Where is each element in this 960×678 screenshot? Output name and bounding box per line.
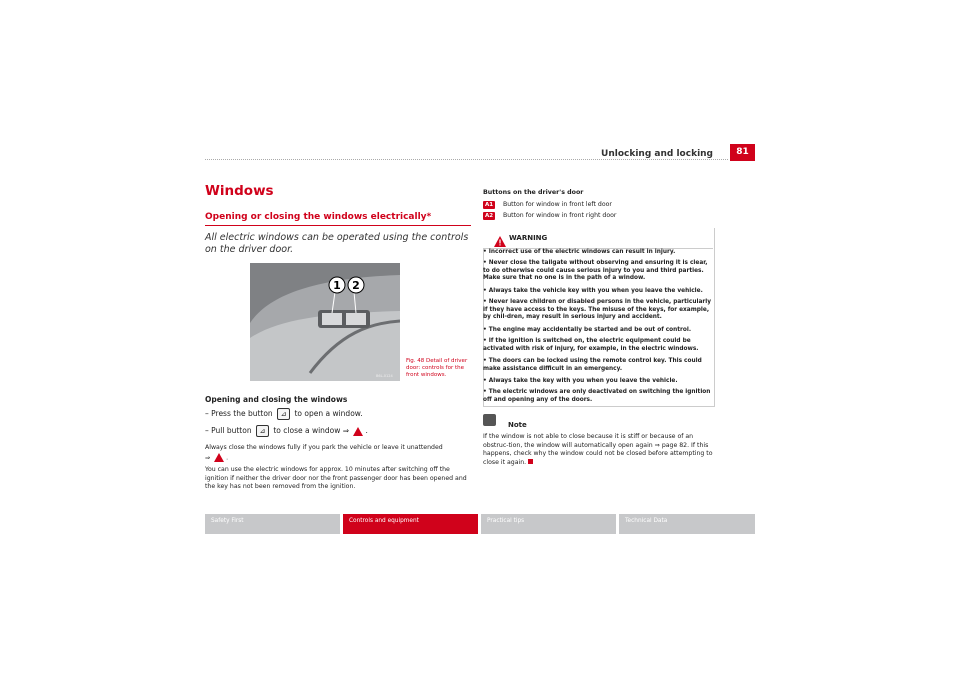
- warning-item: • Never leave children or disabled persons in the vehicle, particularly if they have access to the keys. The misuse of the keys, for example, by chil-dren, may result in serious injury and accident.: [483, 299, 711, 322]
- paragraph-timer: You can use the electric windows for approx. 10 minutes after switching off the ignition if neither the driver door nor the front passenger door has been opened and the key has not been removed from the ignition.: [205, 466, 467, 490]
- warning-item: • Incorrect use of the electric windows can result in injury.: [483, 249, 711, 257]
- door-controls-figure: [250, 263, 400, 381]
- button-desc-left: Button for window in front left door: [503, 201, 612, 208]
- intro-text: All electric windows can be operated using the controls on the driver door.: [205, 232, 469, 255]
- end-marker: [528, 459, 533, 464]
- section-title: Windows: [205, 183, 274, 199]
- warning-triangle-icon: [353, 427, 363, 436]
- warning-item: • Always take the key with you when you leave the vehicle.: [483, 378, 711, 386]
- warning-item: • The engine may accidentally be started and be out of control.: [483, 327, 711, 335]
- warning-item: • The electric windows are only deactivated on switching the ignition off and opening any of the doors.: [483, 389, 711, 404]
- section-subtitle: Opening or closing the windows electrically*: [205, 212, 471, 226]
- step-open: [205, 408, 363, 420]
- callout-badge-a1: A1: [484, 202, 494, 208]
- window-button-icon: ⊿: [256, 425, 269, 437]
- para1-text: Always close the windows fully if you park the vehicle or leave it unattended: [205, 444, 443, 451]
- warning-item: • The doors can be locked using the remote control key. This could make assistance difficult in an emergency.: [483, 358, 711, 373]
- para1-end: .: [226, 454, 229, 461]
- buttons-heading: Buttons on the driver's door: [483, 189, 584, 196]
- tab-safety-first[interactable]: Safety First: [205, 514, 340, 534]
- para1-arrow: ⇒: [205, 454, 211, 461]
- warning-item: • Never close the tailgate without observing and ensuring it is clear, to do otherwise could cause serious injury to you and third parties. Make sure that no one is in the path of a window.: [483, 260, 711, 283]
- callout-badge-a2: A2: [484, 213, 494, 219]
- tab-technical-data[interactable]: Technical Data: [619, 514, 755, 534]
- window-button-icon: ⊿: [277, 408, 290, 420]
- procedure-heading: Opening and closing the windows: [205, 395, 348, 404]
- button-desc-right: Button for window in front right door: [503, 212, 617, 219]
- figure-code: B6L-0124: [376, 374, 393, 378]
- step-close: [205, 425, 368, 437]
- warning-label: WARNING: [509, 234, 548, 242]
- door-controls-illustration: [250, 263, 400, 381]
- chapter-title: Unlocking and locking: [601, 149, 713, 159]
- callout-1: 1: [333, 279, 341, 292]
- figure-caption: Fig. 48 Detail of driver door: controls for the front windows.: [406, 358, 468, 378]
- paragraph-close-windows: [205, 444, 473, 463]
- header-rule: [205, 159, 728, 160]
- note-icon: [483, 414, 496, 426]
- warning-item: • Always take the vehicle key with you when you leave the vehicle.: [483, 288, 711, 296]
- note-body: If the window is not able to close because it is stiff or because of an obstruc-tion, the window will automatically open again ⇒ page 82. If this happens, check why the window could not be closed before attempting to close it again.: [483, 433, 713, 466]
- step-open-text-end: to open a window.: [294, 409, 363, 418]
- tab-practical-tips[interactable]: Practical tips: [481, 514, 616, 534]
- page-number: 81: [730, 144, 755, 161]
- note-text: [483, 433, 713, 467]
- step-close-text-mid: to close a window ⇒: [273, 426, 350, 435]
- note-label: Note: [508, 421, 527, 429]
- tab-controls-and-equipment[interactable]: Controls and equipment: [343, 514, 478, 534]
- warning-triangle-icon: [214, 453, 224, 462]
- warning-item: • If the ignition is switched on, the electric equipment could be activated with risk of injury, for example, in the electric windows.: [483, 338, 711, 353]
- step-close-text: – Pull button: [205, 426, 252, 435]
- step-open-text: – Press the button: [205, 409, 273, 418]
- step-close-text-end: .: [365, 426, 368, 435]
- callout-2: 2: [352, 279, 360, 292]
